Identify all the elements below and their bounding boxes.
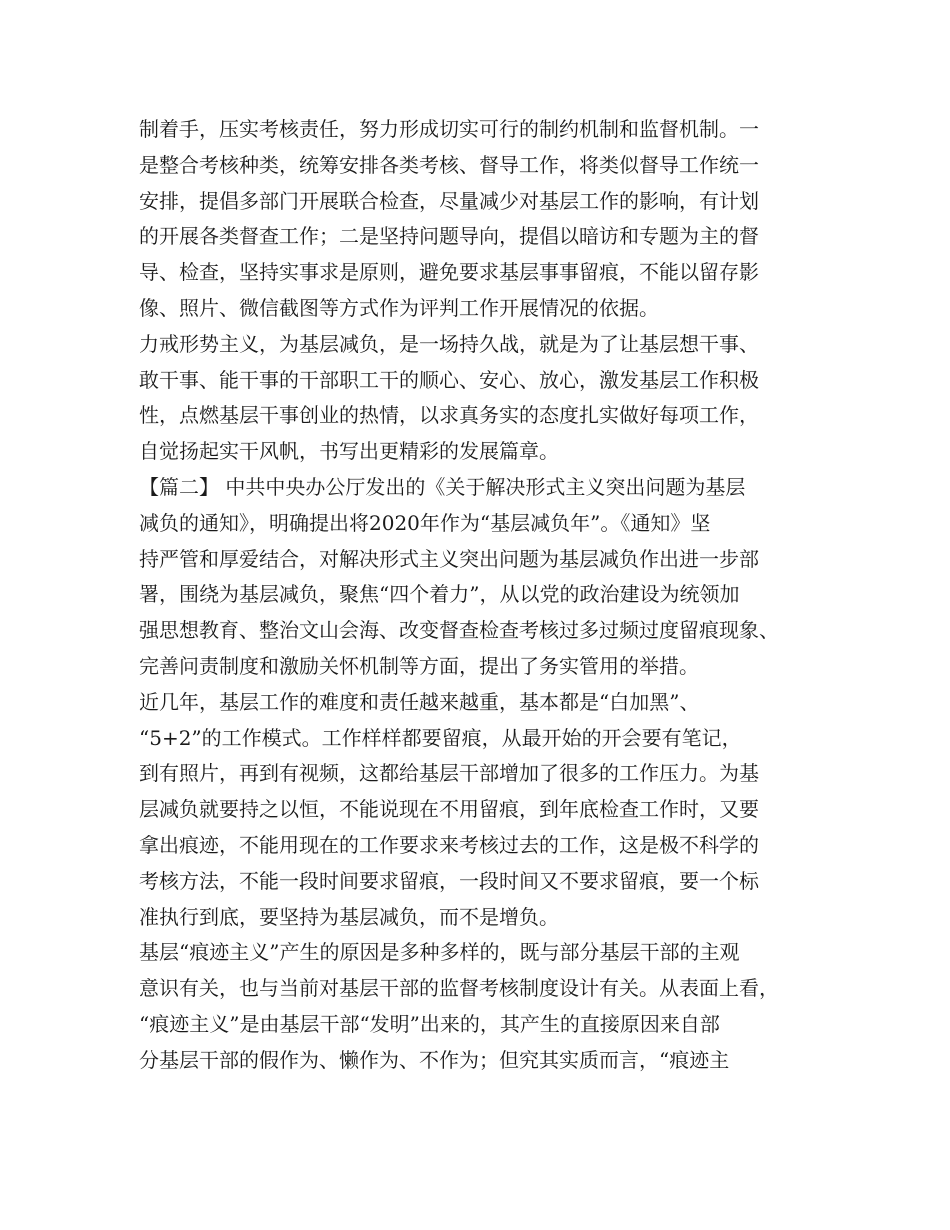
text-line: 到有照片，再到有视频，这都给基层干部增加了很多的工作压力。为基 (139, 761, 759, 786)
text-line: 层减负就要持之以恒，不能说现在不用留痕，到年底检查工作时，又要 (139, 797, 759, 822)
document-body (139, 112, 819, 1079)
text-line: 考核方法，不能一段时间要求留痕，一段时间又不要求留痕，要一个标 (139, 868, 759, 893)
text-line: 完善问责制度和激励关怀机制等方面，提出了务实管用的举措。 (139, 653, 699, 678)
text-line: “5+2”的工作模式。工作样样都要留痕，从最开始的开会要有笔记， (139, 725, 742, 750)
text-line: 准执行到底，要坚持为基层减负，而不是增负。 (139, 904, 559, 929)
text-line: 强思想教育、整治文山会海、改变督查检查考核过多过频过度留痕现象、 (139, 618, 779, 643)
section-heading-line: 【篇二】 中共中央办公厅发出的《关于解决形式主义突出问题为基层 (139, 474, 746, 499)
text-line: 制着手，压实考核责任，努力形成切实可行的制约机制和监督机制。一 (139, 117, 759, 141)
text-line: “痕迹主义”是由基层干部“发明”出来的，其产生的直接原因来自部 (139, 1011, 720, 1036)
text-line: 自觉扬起实干风帆，书写出更精彩的发展篇章。 (139, 439, 559, 464)
text-line: 近几年，基层工作的难度和责任越来越重，基本都是“白加黑”、 (139, 689, 700, 714)
text-line: 力戒形势主义，为基层减负，是一场持久战，就是为了让基层想干事、 (139, 331, 759, 356)
text-line: 的开展各类督查工作；二是坚持问题导向，提倡以暗访和专题为主的督 (139, 224, 759, 249)
text-line: 拿出痕迹，不能用现在的工作要求来考核过去的工作，这是极不科学的 (139, 832, 759, 857)
text-line: 分基层干部的假作为、懒作为、不作为；但究其实质而言，“痕迹主 (139, 1047, 730, 1072)
text-line: 持严管和厚爱结合，对解决形式主义突出问题为基层减负作出进一步部 (139, 546, 759, 571)
text-line: 意识有关，也与当前对基层干部的监督考核制度设计有关。从表面上看， (139, 976, 779, 1001)
text-line: 是整合考核种类，统筹安排各类考核、督导工作，将类似督导工作统一 (139, 152, 759, 177)
text-line: 基层“痕迹主义”产生的原因是多种多样的，既与部分基层干部的主观 (139, 940, 740, 965)
text-line: 性，点燃基层干事创业的热情，以求真务实的态度扎实做好每项工作， (139, 403, 759, 428)
text-line: 减负的通知》，明确提出将2020年作为“基层减负年”。《通知》坚 (139, 510, 711, 535)
text-line: 敢干事、能干事的干部职工干的顺心、安心、放心，激发基层工作积极 (139, 367, 759, 392)
text-line: 安排，提倡多部门开展联合检查，尽量减少对基层工作的影响，有计划 (139, 188, 759, 213)
text-line: 像、照片、微信截图等方式作为评判工作开展情况的依据。 (139, 295, 659, 320)
text-line: 导、检查，坚持实事求是原则，避免要求基层事事留痕，不能以留存影 (139, 260, 759, 285)
text-line: 署，围绕为基层减负，聚焦“四个着力”，从以党的政治建设为统领加 (139, 582, 740, 607)
